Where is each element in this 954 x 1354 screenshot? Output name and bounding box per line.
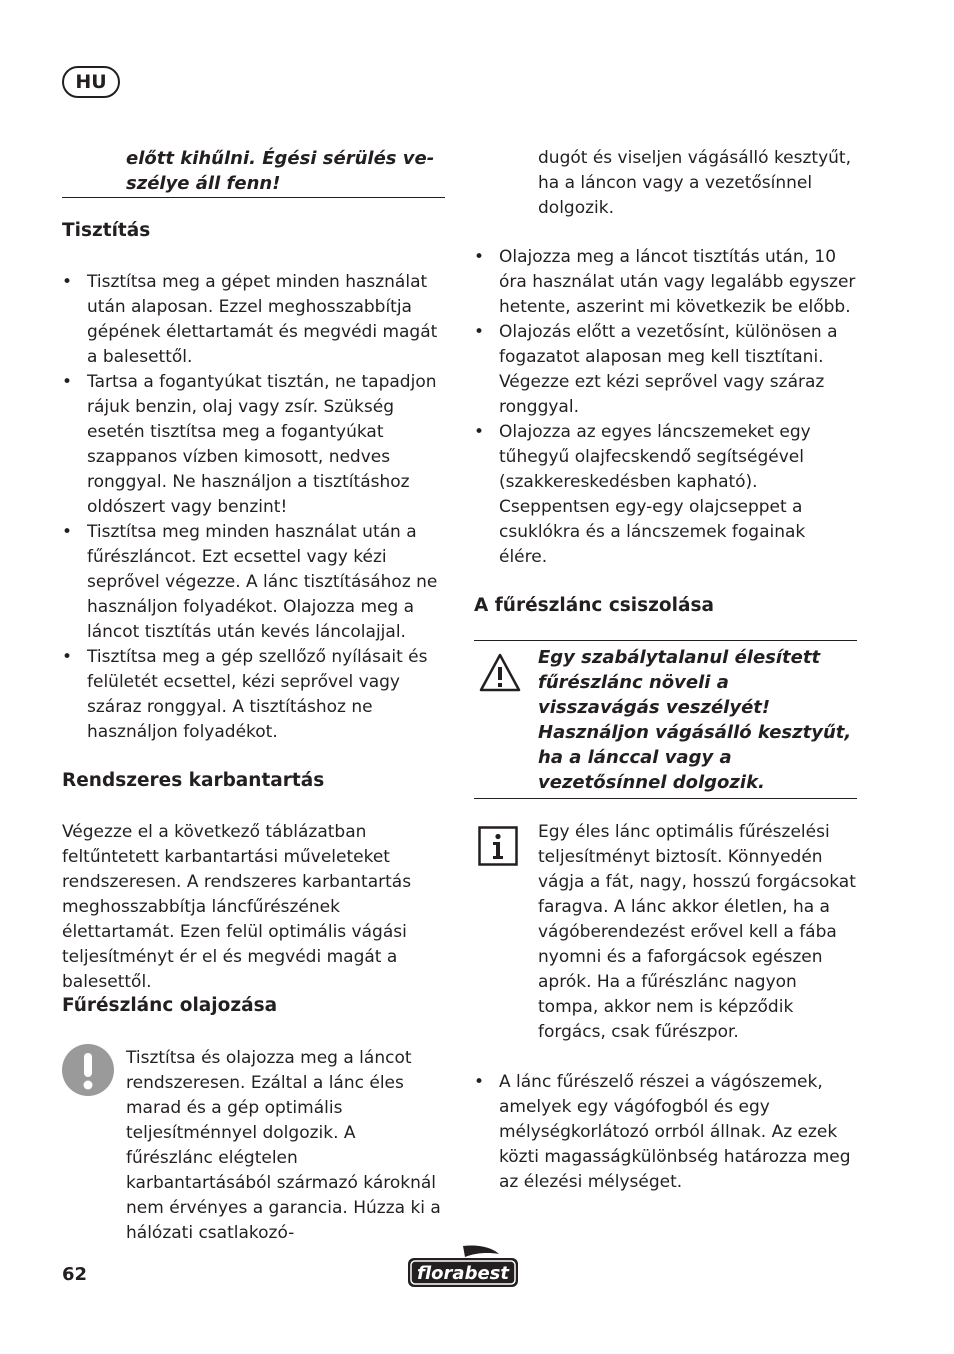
list-item: • A lánc fűrészelő részei a vágószemek, amelyek egy vágófogból és egy mélységkorlátozó orrból állnak. Az ezek közti magasságkülönbség határozza meg az élezési mélységet. xyxy=(474,1070,857,1195)
sharpening-warning-text: Egy szabálytalanul élesített fűrészlánc növeli a visszavágás veszélyét! Használjon vágásálló kesztyűt, ha a lánccal vagy a vezetősínnel dolgozik. xyxy=(538,647,852,793)
info-icon xyxy=(478,826,518,866)
cleaning-list xyxy=(62,270,445,745)
section-title-maintenance: Rendszeres karbantartás xyxy=(62,770,325,791)
oiling-list xyxy=(474,245,857,570)
list-item: • Olajozás előtt a vezetősínt, különösen a fogazatot alaposan meg kell tisztítani. Végezze ezt kézi seprővel vagy száraz ronggyal. xyxy=(474,320,857,420)
list-item: • Tartsa a fogantyúkat tisztán, ne tapadjon rájuk benzin, olaj vagy zsír. Szükség esetén tisztítsa meg a fogantyúkat szappanos vízben kimosott, nedves ronggyal. Ne használjon a tisztításhoz oldószert vagy benzint! xyxy=(62,370,445,520)
list-item: • Tisztítsa meg a gépet minden használat után alaposan. Ezzel meghosszabbítja gépének élettartamát és megvédi magát a balesettől. xyxy=(62,270,445,370)
sharpening-info-text: Egy éles lánc optimális fűrészelési teljesítményt biztosít. Könnyedén vágja a fát, nagy, hosszú forgácsokat faragva. A lánc akkor életlen, ha a vágóberendezést erővel kell a fába nyomni és a faforgácsok egészen aprók. Ha a fűrészlánc nagyon tompa, akkor nem is képződik forgács, csak fűrészpor. xyxy=(538,822,856,1042)
list-item: • Olajozza az egyes láncszemeket egy tűhegyű olajfecskendő segítségével (szakkereskedésben kapható). Cseppentsen egy-egy olajcseppet a csuklókra és a láncszemek fogainak élére. xyxy=(474,420,857,570)
list-item: • Tisztítsa meg minden használat után a fűrészláncot. Ezt ecsettel vagy kézi seprővel végezze. A lánc tisztításához ne használjon folyadékot. Olajozza meg a láncot tisztítás után kevés láncolajjal. xyxy=(62,520,445,645)
logo-wordmark: florabest xyxy=(417,1263,509,1284)
language-badge: HU xyxy=(62,66,120,98)
notice-continuation: dugót és viseljen vágásálló kesztyűt, ha a láncon vagy a vezetősínnel dolgozik. xyxy=(538,148,851,218)
list-item: • Olajozza meg a láncot tisztítás után, 10 óra használat után vagy legalább egyszer hetente, aszerint mi következik be előbb. xyxy=(474,245,857,320)
section-title-cleaning: Tisztítás xyxy=(62,220,151,241)
divider xyxy=(62,197,445,198)
page-number: 62 xyxy=(62,1264,88,1285)
florabest-logo xyxy=(405,1244,521,1290)
section-title-oiling: Fűrészlánc olajozása xyxy=(62,995,278,1016)
maintenance-text: Végezze el a következő táblázatban feltűntetett karbantartási műveleteket rendszeresen. A rendszeres karbantartás meghosszabbítja láncfűrészének élettartamát. Ezen felül optimális vágási teljesítményt ér el és megvédi magát a balesettől. xyxy=(62,822,412,992)
divider xyxy=(474,640,857,641)
oiling-notice-text: Tisztítsa és olajozza meg a láncot rendszeresen. Ezáltal a lánc éles marad és a gép optimális teljesítménnyel dolgozik. A fűrészlánc elégtelen karbantartásából származó károknál nem érvényes a garancia. Húzza ki a hálózati csatlakozó- xyxy=(126,1048,441,1243)
list-item: • Tisztítsa meg a gép szellőző nyílásait és felületét ecsettel, kézi seprővel vagy száraz ronggyal. A tisztításhoz ne használjon folyadékot. xyxy=(62,645,445,745)
sharpening-list xyxy=(474,1070,857,1195)
section-title-sharpening: A fűrészlánc csiszolása xyxy=(474,595,714,616)
warning-continuation: előtt kihűlni. Égési sérülés ve- szélye áll fenn! xyxy=(126,148,435,194)
exclamation-icon xyxy=(62,1044,114,1096)
warning-triangle-icon xyxy=(478,652,522,694)
divider xyxy=(474,798,857,799)
